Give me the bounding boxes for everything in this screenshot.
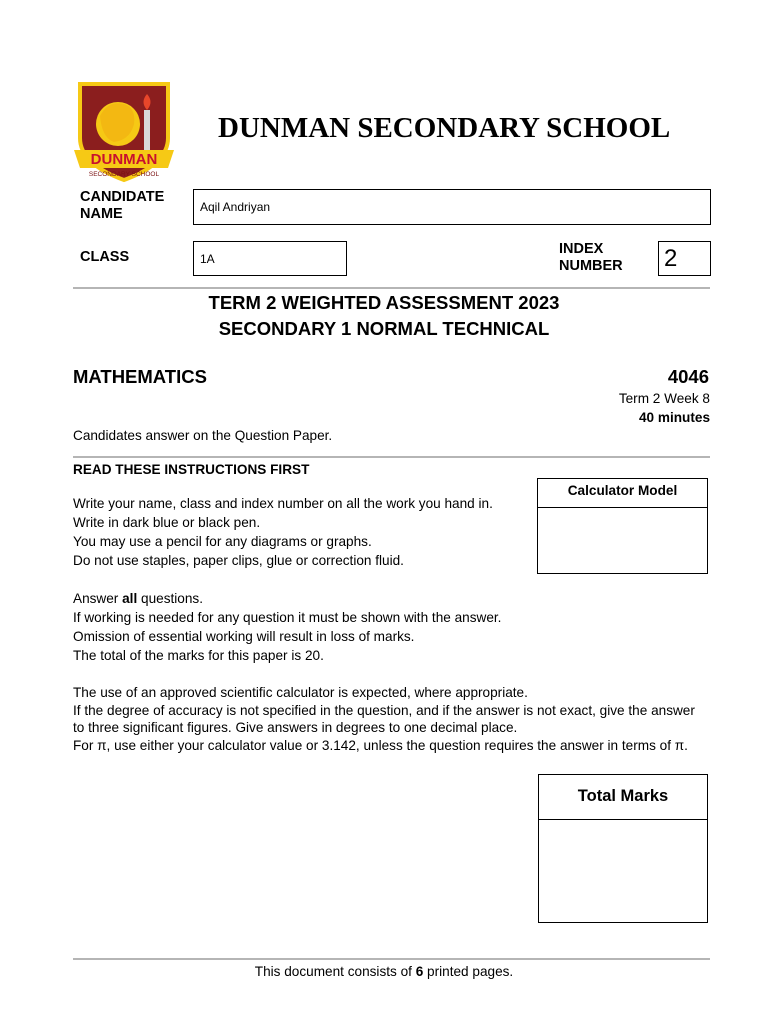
answer-all-bold: all	[122, 591, 138, 606]
instruction-line: If the degree of accuracy is not specified in the question, and if the answer is not exact, give the answer	[73, 702, 695, 718]
instructions-heading: READ THESE INSTRUCTIONS FIRST	[73, 462, 310, 477]
instruction-line: If working is needed for any question it must be shown with the answer.	[73, 610, 502, 625]
class-field[interactable]	[193, 241, 347, 276]
page-count: 6	[415, 964, 424, 979]
index-number-value: 2	[664, 244, 678, 272]
index-label-line1: INDEX	[559, 241, 604, 257]
svg-text:SECONDARY SCHOOL: SECONDARY SCHOOL	[88, 171, 160, 178]
instruction-line: to three significant figures. Give answers in degrees to one decimal place.	[73, 720, 518, 735]
school-name: DUNMAN SECONDARY SCHOOL	[218, 112, 671, 144]
class-value: 1A	[200, 251, 215, 266]
answer-note: Candidates answer on the Question Paper.	[73, 428, 333, 443]
instruction-line: You may use a pencil for any diagrams or graphs.	[73, 534, 372, 549]
calculator-model-box	[537, 478, 708, 574]
divider-top	[73, 287, 710, 289]
school-crest-icon	[74, 80, 174, 184]
instructions-block-1	[73, 494, 493, 570]
instructions-block-2	[73, 589, 501, 665]
total-marks-input[interactable]	[539, 820, 707, 922]
subject-name: MATHEMATICS	[73, 366, 207, 387]
instruction-line: Omission of essential working will result in loss of marks.	[73, 629, 415, 644]
page-count-pre: This document consists of	[254, 964, 416, 979]
total-marks-box	[538, 774, 708, 923]
instruction-line: Do not use staples, paper clips, glue or correction fluid.	[73, 553, 404, 568]
page-count-note	[0, 962, 768, 981]
assessment-title: TERM 2 WEIGHTED ASSESSMENT 2023	[208, 292, 560, 313]
divider-middle	[73, 456, 710, 458]
candidate-name-label-line1: CANDIDATE	[80, 189, 165, 205]
calculator-model-input[interactable]	[538, 508, 707, 573]
index-label-line2: NUMBER	[559, 258, 623, 274]
calculator-model-heading: Calculator Model	[538, 479, 707, 508]
index-number-label	[559, 241, 623, 275]
candidate-name-label-line2: NAME	[80, 206, 123, 222]
assessment-subtitle: SECONDARY 1 NORMAL TECHNICAL	[218, 318, 550, 339]
exam-timing: Term 2 Week 8	[618, 391, 710, 406]
page-count-post: printed pages.	[423, 964, 514, 979]
instruction-line: Write in dark blue or black pen.	[73, 515, 261, 530]
divider-bottom	[73, 958, 710, 960]
total-marks-heading: Total Marks	[539, 775, 707, 820]
answer-all-post: questions.	[137, 591, 203, 606]
index-number-field[interactable]	[658, 241, 711, 276]
candidate-name-field[interactable]	[193, 189, 711, 225]
exam-duration: 40 minutes	[638, 410, 710, 425]
class-label: CLASS	[80, 249, 130, 265]
svg-text:DUNMAN: DUNMAN	[90, 151, 158, 168]
instructions-block-3	[73, 684, 695, 754]
instruction-line: For π, use either your calculator value or 3.142, unless the question requires the answer in terms of π.	[73, 737, 688, 753]
answer-all-pre: Answer	[73, 591, 123, 606]
instruction-line: The total of the marks for this paper is 20.	[73, 648, 324, 663]
instruction-line: Write your name, class and index number on all the work you hand in.	[73, 496, 493, 511]
subject-code: 4046	[667, 366, 709, 387]
instruction-line: The use of an approved scientific calculator is expected, where appropriate.	[73, 685, 528, 700]
candidate-name-value: Aqil Andriyan	[200, 200, 271, 214]
candidate-name-label	[80, 189, 164, 223]
answer-all-line	[73, 589, 501, 608]
